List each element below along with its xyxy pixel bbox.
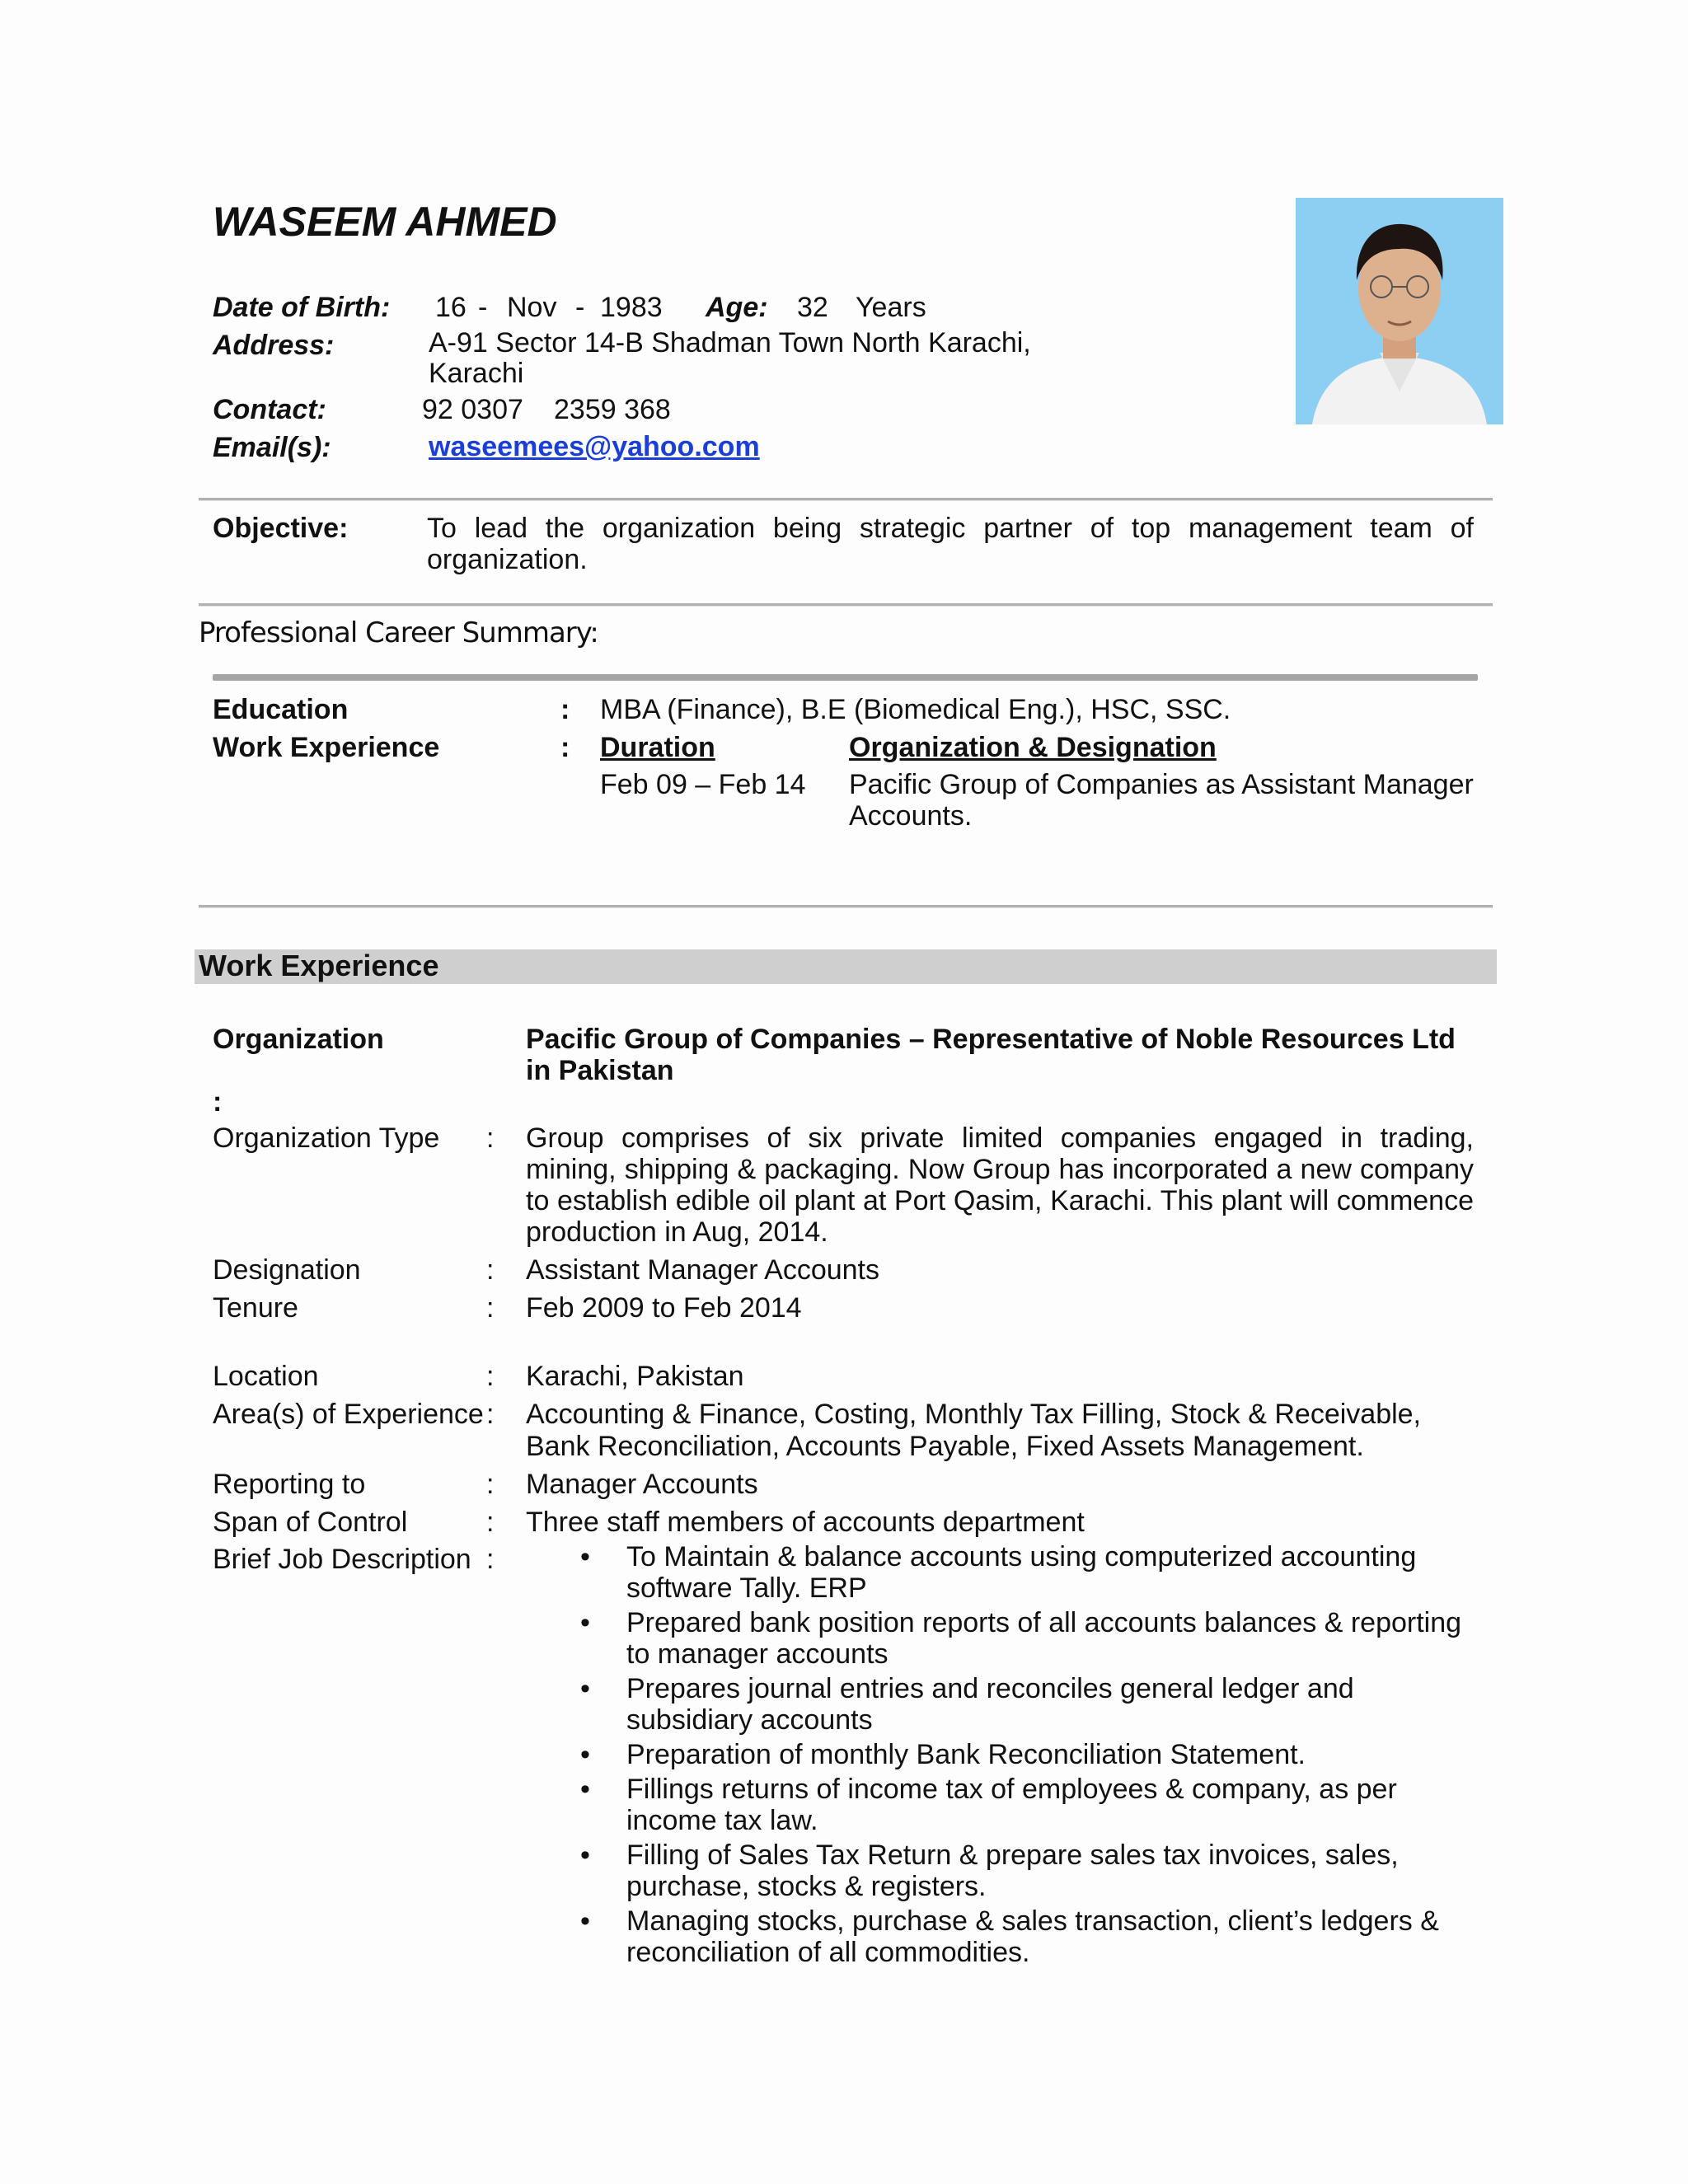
- email-label: Email(s):: [213, 432, 331, 463]
- organization-type-value: Group comprises of six private limited companies engaged in trading, mining, shipping & packaging. Now Group has incorporated a new company to establish edible oil plant at Port Qasim, Karachi. This plant will commence production in Aug, 2014.: [526, 1122, 1474, 1248]
- duty-text: To Maintain & balance accounts using computerized accounting software Tally. ERP: [626, 1541, 1417, 1604]
- areas-label: Area(s) of Experience: [213, 1399, 484, 1430]
- bullet-icon: •: [580, 1607, 590, 1638]
- detail-colon: :: [486, 1254, 495, 1286]
- summary-rule: [213, 674, 1478, 681]
- education-label: Education: [213, 694, 349, 725]
- organization-value: Pacific Group of Companies as Assistant Manager Accounts.: [849, 769, 1474, 832]
- dob-separator: -: [575, 292, 585, 323]
- reporting-value: Manager Accounts: [526, 1469, 758, 1500]
- detail-colon: :: [486, 1507, 495, 1538]
- organization-colon: :: [213, 1086, 223, 1118]
- bullet-icon: •: [580, 1905, 590, 1937]
- duration-header: Duration: [600, 732, 715, 763]
- reporting-label: Reporting to: [213, 1469, 366, 1500]
- address-line: A-91 Sector 14-B Shadman Town North Karachi,: [429, 327, 1031, 359]
- dob-label: Date of Birth:: [213, 292, 391, 323]
- duration-value: Feb 09 – Feb 14: [600, 769, 806, 800]
- list-item: [569, 1673, 1475, 1736]
- contact-label: Contact:: [213, 394, 326, 425]
- dob-separator: -: [478, 292, 488, 323]
- areas-value: Accounting & Finance, Costing, Monthly Tax Filling, Stock & Receivable,: [526, 1399, 1422, 1430]
- dob-year: 1983: [600, 292, 663, 323]
- detail-colon: :: [486, 1292, 495, 1324]
- bullet-icon: •: [580, 1840, 590, 1871]
- email-link[interactable]: waseemees@yahoo.com: [429, 431, 760, 462]
- list-item: [569, 1774, 1475, 1836]
- areas-value: Bank Reconciliation, Accounts Payable, Fixed Assets Management.: [526, 1431, 1364, 1462]
- span-label: Span of Control: [213, 1507, 408, 1538]
- tenure-value: Feb 2009 to Feb 2014: [526, 1292, 802, 1324]
- address-line: Karachi: [429, 358, 524, 389]
- education-colon: :: [560, 694, 570, 725]
- objective-label: Objective:: [213, 513, 349, 544]
- organization-name: Pacific Group of Companies – Representative of Noble Resources Ltd in Pakistan: [526, 1024, 1456, 1086]
- divider: [199, 498, 1493, 501]
- organization-header: Organization & Designation: [849, 732, 1217, 763]
- duty-text: Fillings returns of income tax of employees & company, as per income tax law.: [626, 1774, 1397, 1836]
- list-item: [569, 1541, 1475, 1604]
- list-item: [569, 1607, 1475, 1670]
- duty-text: Filling of Sales Tax Return & prepare sales tax invoices, sales, purchase, stocks & registers.: [626, 1840, 1399, 1902]
- location-label: Location: [213, 1361, 319, 1392]
- objective-text: To lead the organization being strategic partner of top management team of organization.: [427, 513, 1474, 575]
- bullet-icon: •: [580, 1739, 590, 1770]
- brief-label: Brief Job Description: [213, 1544, 471, 1575]
- duty-text: Managing stocks, purchase & sales transaction, client’s ledgers & reconciliation of all commodities.: [626, 1905, 1439, 1968]
- contact-number: 2359 368: [554, 394, 671, 425]
- dob-day: 16: [435, 292, 467, 323]
- duty-text: Preparation of monthly Bank Reconciliation Statement.: [626, 1739, 1306, 1770]
- education-value: MBA (Finance), B.E (Biomedical Eng.), HSC, SSC.: [600, 694, 1231, 725]
- address-label: Address:: [213, 330, 335, 361]
- organization-type-label: Organization Type: [213, 1122, 440, 1154]
- organization-label: Organization: [213, 1024, 384, 1055]
- bullet-icon: •: [580, 1673, 590, 1704]
- tenure-label: Tenure: [213, 1292, 298, 1324]
- divider: [199, 603, 1493, 607]
- profile-photo: [1296, 198, 1503, 424]
- list-item: [569, 1905, 1475, 1968]
- divider: [199, 905, 1493, 908]
- detail-colon: :: [486, 1399, 495, 1430]
- designation-value: Assistant Manager Accounts: [526, 1254, 880, 1286]
- work-experience-colon: :: [560, 732, 570, 763]
- work-experience-section-title: Work Experience: [199, 949, 439, 982]
- list-item: [569, 1739, 1475, 1770]
- duty-text: Prepared bank position reports of all accounts balances & reporting to manager accounts: [626, 1607, 1462, 1670]
- detail-colon: :: [486, 1544, 495, 1575]
- detail-colon: :: [486, 1361, 495, 1392]
- bullet-icon: •: [580, 1774, 590, 1805]
- work-experience-label: Work Experience: [213, 732, 440, 763]
- detail-colon: :: [486, 1469, 495, 1500]
- age-unit: Years: [856, 292, 926, 323]
- contact-number: 92 0307: [422, 394, 523, 425]
- dob-month: Nov: [507, 292, 557, 323]
- job-duties-list: [569, 1541, 1475, 1971]
- span-value: Three staff members of accounts department: [526, 1507, 1085, 1538]
- detail-colon: :: [486, 1122, 495, 1154]
- designation-label: Designation: [213, 1254, 361, 1286]
- bullet-icon: •: [580, 1541, 590, 1572]
- duty-text: Prepares journal entries and reconciles general ledger and subsidiary accounts: [626, 1673, 1354, 1736]
- candidate-name: WASEEM AHMED: [213, 199, 557, 245]
- age-label: Age:: [706, 292, 768, 323]
- profile-photo-illustration: [1296, 198, 1503, 424]
- location-value: Karachi, Pakistan: [526, 1361, 744, 1392]
- age-value: 32: [797, 292, 828, 323]
- list-item: [569, 1840, 1475, 1902]
- summary-title: Professional Career Summary:: [199, 616, 598, 649]
